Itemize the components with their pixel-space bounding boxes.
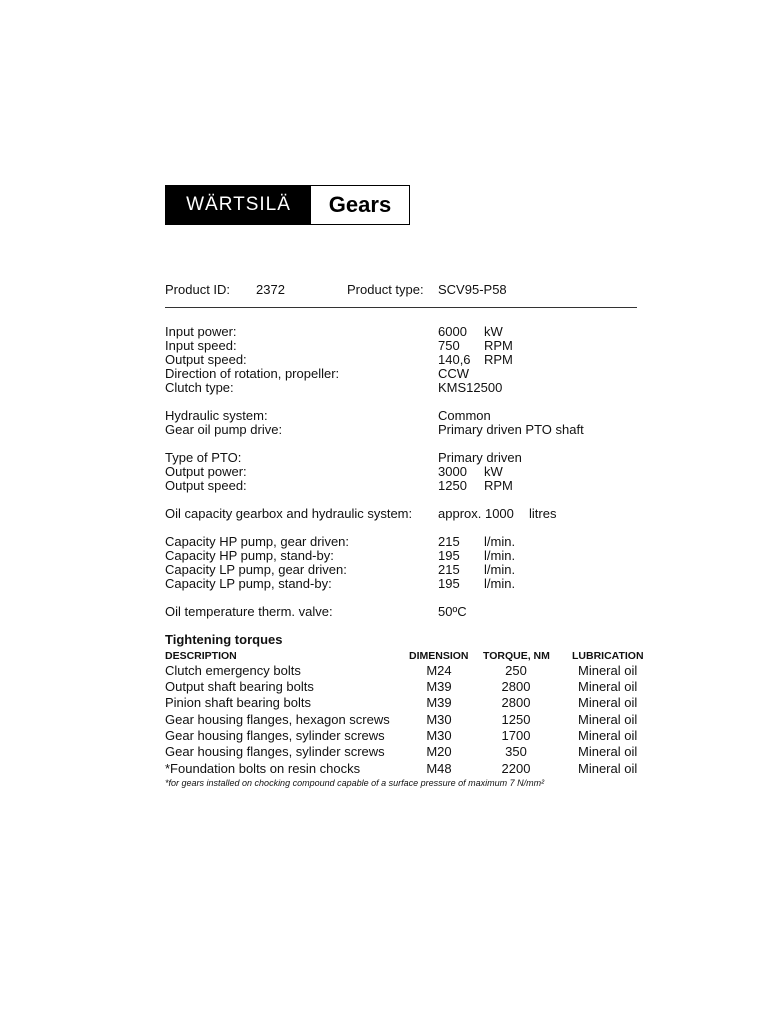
logo-product: Gears [328,192,392,217]
oil-temp-value: 50ºC [438,604,467,619]
row-description: Gear housing flanges, hexagon screws [165,712,390,727]
hp-standby-unit: l/min. [484,548,516,563]
lp-standby-value: 195 [438,576,460,591]
row-description: Output shaft bearing bolts [165,679,314,694]
row-dimension: M48 [426,761,452,776]
oil-capacity-label: Oil capacity gearbox and hydraulic system: [165,506,413,521]
wartsila-gears-logo [165,185,410,225]
pump-drive-value: Primary driven PTO shaft [438,422,584,437]
col-lubrication: LUBRICATION [572,650,644,662]
hp-driven-value: 215 [438,534,460,549]
pto-type-label: Type of PTO: [165,450,242,465]
output-speed-value: 140,6 [438,352,471,367]
input-power-label: Input power: [165,324,237,339]
lp-driven-value: 215 [438,562,460,577]
row-lubrication: Mineral oil [578,761,638,776]
output-speed-unit: RPM [484,352,513,367]
row-lubrication: Mineral oil [578,663,638,678]
row-description: Gear housing flanges, sylinder screws [165,744,385,759]
pto-power-label: Output power: [165,464,247,479]
lp-standby-unit: l/min. [484,576,516,591]
row-torque: 350 [505,744,527,759]
row-dimension: M39 [426,695,452,710]
pump-drive-label: Gear oil pump drive: [165,422,283,437]
pto-speed-label: Output speed: [165,478,247,493]
row-dimension: M20 [426,744,452,759]
col-torque: TORQUE, NM [483,650,550,662]
col-description: DESCRIPTION [165,650,237,662]
output-speed-label: Output speed: [165,352,247,367]
row-description: Pinion shaft bearing bolts [165,695,311,710]
input-power-value: 6000 [438,324,467,339]
oil-temp-label: Oil temperature therm. valve: [165,604,333,619]
row-description: Gear housing flanges, sylinder screws [165,728,385,743]
input-speed-unit: RPM [484,338,513,353]
lp-driven-label: Capacity LP pump, gear driven: [165,562,347,577]
row-torque: 2800 [501,679,531,694]
input-power-unit: kW [484,324,503,339]
lp-standby-label: Capacity LP pump, stand-by: [165,576,332,591]
row-description: Clutch emergency bolts [165,663,301,678]
product-type-label: Product type: [347,282,424,297]
logo-brand: WÄRTSILÄ [166,186,311,224]
rotation-value: CCW [438,366,470,381]
pto-power-unit: kW [484,464,503,479]
oil-capacity-value: approx. 1000 [438,506,514,521]
rotation-label: Direction of rotation, propeller: [165,366,340,381]
product-type-value: SCV95-P58 [438,282,507,297]
product-id-value: 2372 [256,282,285,297]
torques-title: Tightening torques [165,632,283,647]
row-dimension: M30 [426,728,452,743]
row-dimension: M30 [426,712,452,727]
pto-speed-unit: RPM [484,478,513,493]
hp-standby-value: 195 [438,548,460,563]
clutch-label: Clutch type: [165,380,234,395]
input-speed-label: Input speed: [165,338,237,353]
footnote: *for gears installed on chocking compound capable of a surface pressure of maximum 7 N/mm² [165,778,545,788]
row-torque: 1250 [501,712,531,727]
row-lubrication: Mineral oil [578,679,638,694]
row-lubrication: Mineral oil [578,728,638,743]
hp-standby-label: Capacity HP pump, stand-by: [165,548,334,563]
col-dimension: DIMENSION [409,650,469,662]
row-torque: 2800 [501,695,531,710]
oil-capacity-unit: litres [529,506,557,521]
clutch-value: KMS12500 [438,380,503,395]
hp-driven-label: Capacity HP pump, gear driven: [165,534,350,549]
row-lubrication: Mineral oil [578,695,638,710]
hydraulic-value: Common [438,408,491,423]
row-lubrication: Mineral oil [578,712,638,727]
hydraulic-label: Hydraulic system: [165,408,268,423]
header-divider [165,307,637,308]
row-lubrication: Mineral oil [578,744,638,759]
row-torque: 1700 [501,728,531,743]
lp-driven-unit: l/min. [484,562,516,577]
row-description: *Foundation bolts on resin chocks [165,761,361,776]
product-id-label: Product ID: [165,282,231,297]
hp-driven-unit: l/min. [484,534,516,549]
row-torque: 250 [505,663,527,678]
pto-power-value: 3000 [438,464,467,479]
row-dimension: M39 [426,679,452,694]
row-dimension: M24 [426,663,452,678]
input-speed-value: 750 [438,338,460,353]
row-torque: 2200 [501,761,531,776]
pto-type-value: Primary driven [438,450,522,465]
pto-speed-value: 1250 [438,478,467,493]
